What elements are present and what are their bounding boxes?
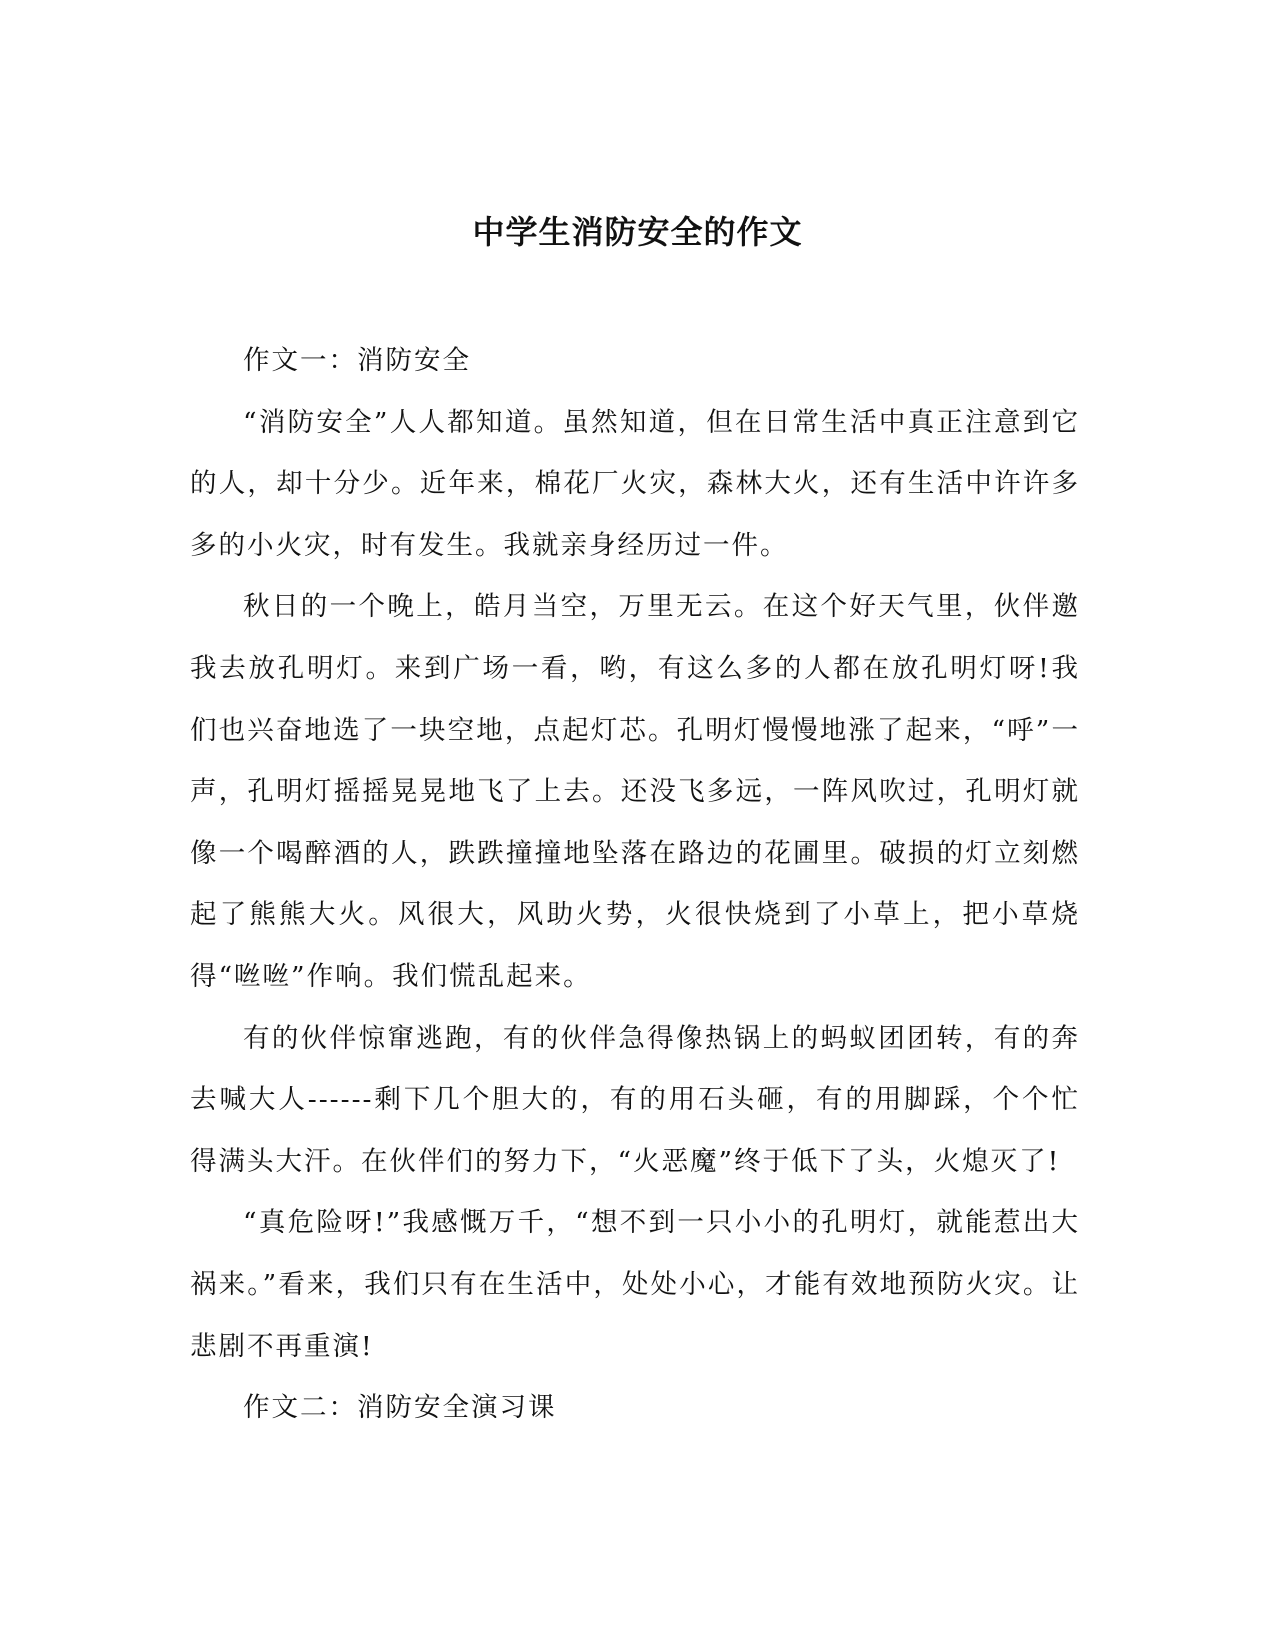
essay-1-paragraph: “真危险呀!”我感慨万千，“想不到一只小小的孔明灯，就能惹出大祸来。”看来，我们只有在生活中，处处小心，才能有效地预防火灾。让悲剧不再重演! [190,1207,1080,1362]
essay-1-paragraph: 有的伙伴惊窜逃跑，有的伙伴急得像热锅上的蚂蚁团团转，有的奔去喊大人------剩下几个胆大的，有的用石头砸，有的用脚踩，个个忙得满头大汗。在伙伴们的努力下，“火恶魔”终于低下了头，火熄灭了! [190,1022,1080,1177]
document-title: 中学生消防安全的作文 [472,213,803,251]
essay-1-paragraph: 秋日的一个晚上，皓月当空，万里无云。在这个好天气里，伙伴邀我去放孔明灯。来到广场一看，哟，有这么多的人都在放孔明灯呀!我们也兴奋地选了一块空地，点起灯芯。孔明灯慢慢地涨了起来，“呼”一声，孔明灯摇摇晃晃地飞了上去。还没飞多远，一阵风吹过，孔明灯就像一个喝醉酒的人，跌跌撞撞地坠落在路边的花圃里。破损的灯立刻燃起了熊熊大火。风很大，风助火势，火很快烧到了小草上，把小草烧得“咝咝”作响。我们慌乱起来。 [190,591,1080,992]
essay-1-paragraph: “消防安全”人人都知道。虽然知道，但在日常生活中真正注意到它的人，却十分少。近年来，棉花厂火灾，森林大火，还有生活中许许多多的小火灾，时有发生。我就亲身经历过一件。 [190,406,1080,561]
document-body [190,330,1080,1439]
essay-1-heading: 作文一：消防安全 [243,345,471,376]
essay-2-heading: 作文二：消防安全演习课 [243,1392,557,1424]
